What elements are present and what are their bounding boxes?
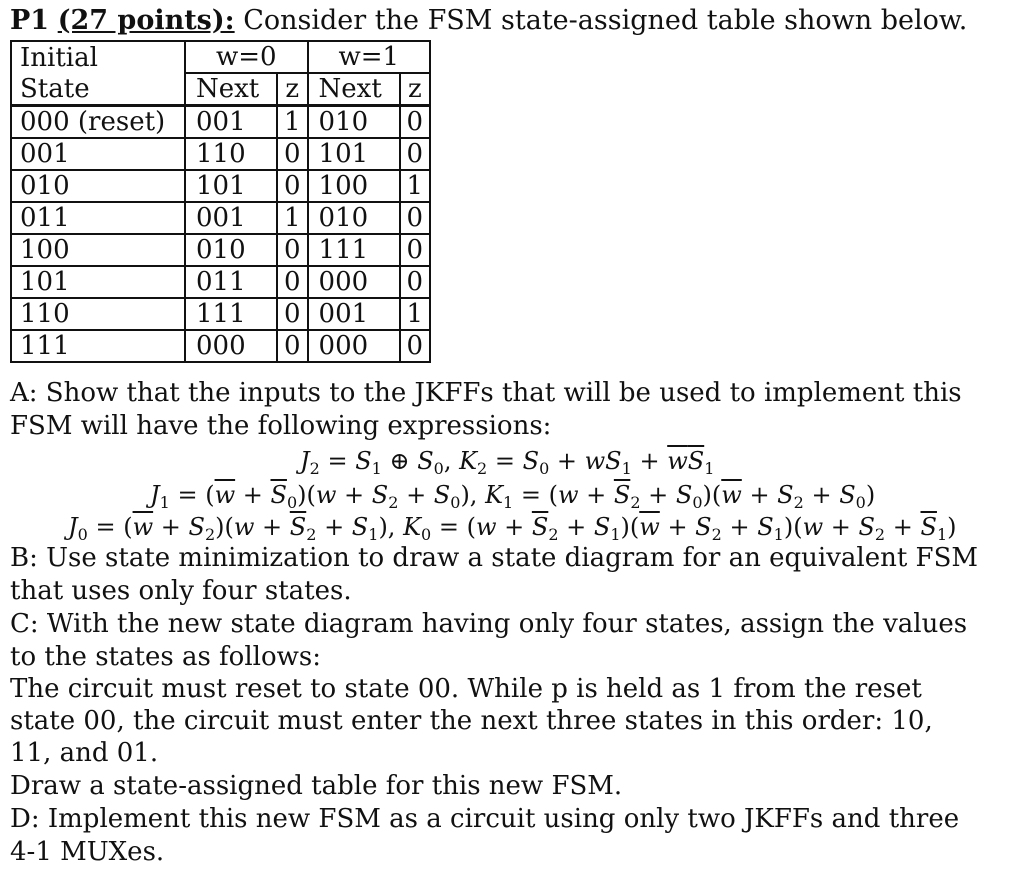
state-cell: 000 (reset)	[11, 106, 185, 139]
next-header-w0: Next	[185, 73, 277, 106]
state-cell: 010	[11, 170, 185, 202]
next-w1-cell: 010	[308, 202, 400, 234]
z-header-w1: z	[400, 73, 431, 106]
problem-points: (27 points):	[57, 5, 235, 36]
next-w1-cell: 000	[308, 330, 400, 362]
part-d-line-2: 4-1 MUXes.	[10, 837, 165, 867]
problem-heading	[10, 4, 967, 38]
table-row	[11, 266, 430, 298]
initial-state-header-2: State	[11, 73, 185, 106]
z-w1-cell: 1	[400, 170, 431, 202]
next-w1-cell: 001	[308, 298, 400, 330]
part-c-line-3: The circuit must reset to state 00. While p is held as 1 from the reset	[10, 674, 922, 704]
next-w0-cell: 111	[185, 298, 277, 330]
table-header-row-2	[11, 73, 430, 106]
equation-j2-k2: $J_2 = S_1$ ⊕ $S_0$, $K_2 = S_0 + wS_1 + \overline{w}\overline{S}_1$	[300, 447, 715, 478]
z-w1-cell: 0	[400, 234, 431, 266]
next-w0-cell: 101	[185, 170, 277, 202]
part-b-line-1: B: Use state minimization to draw a state diagram for an equivalent FSM	[10, 543, 979, 573]
z-header-w0: z	[277, 73, 308, 106]
table-header-row-1	[11, 41, 430, 73]
part-d-line-1: D: Implement this new FSM as a circuit using only two JKFFs and three	[10, 804, 960, 834]
next-header-w1: Next	[308, 73, 400, 106]
z-w1-cell: 0	[400, 266, 431, 298]
next-w0-cell: 001	[185, 202, 277, 234]
part-c-line-5: 11, and 01.	[10, 738, 159, 768]
state-cell: 110	[11, 298, 185, 330]
table-row	[11, 330, 430, 362]
z-w0-cell: 1	[277, 106, 308, 139]
w0-header: w=0	[185, 41, 308, 73]
table-row	[11, 298, 430, 330]
state-cell: 001	[11, 138, 185, 170]
part-c-line-6: Draw a state-assigned table for this new FSM.	[10, 771, 623, 801]
next-w1-cell: 010	[308, 106, 400, 139]
table-row	[11, 138, 430, 170]
next-w0-cell: 001	[185, 106, 277, 139]
part-a-line-1: A: Show that the inputs to the JKFFs that will be used to implement this	[10, 378, 962, 408]
equation-j1-k1: $J_1 = (\overline{w} + \overline{S}_0)(w + S_2 + S_0)$, $K_1 = (w + \overline{S}_2 + S_0)(\overline{w} + S_2 + S_0)$	[150, 481, 876, 512]
state-cell: 111	[11, 330, 185, 362]
z-w0-cell: 0	[277, 330, 308, 362]
problem-label: P1	[10, 5, 50, 36]
z-w1-cell: 0	[400, 138, 431, 170]
state-cell: 011	[11, 202, 185, 234]
next-w0-cell: 011	[185, 266, 277, 298]
table-row	[11, 202, 430, 234]
state-cell: 101	[11, 266, 185, 298]
initial-state-header: Initial	[11, 41, 185, 73]
next-w1-cell: 111	[308, 234, 400, 266]
table-row	[11, 234, 430, 266]
part-a-line-2: FSM will have the following expressions:	[10, 411, 552, 441]
next-w0-cell: 110	[185, 138, 277, 170]
part-c-line-2: to the states as follows:	[10, 642, 321, 672]
z-w1-cell: 1	[400, 298, 431, 330]
z-w1-cell: 0	[400, 202, 431, 234]
next-w1-cell: 000	[308, 266, 400, 298]
z-w1-cell: 0	[400, 330, 431, 362]
problem-intro: Consider the FSM state-assigned table shown below.	[243, 5, 968, 36]
z-w0-cell: 0	[277, 266, 308, 298]
equation-j0-k0: $J_0 = (\overline{w} + S_2)(w + \overline{S}_2 + S_1)$, $K_0 = (w + \overline{S}_2 + S_1)(\overline{w} + S_2 + S_1)(w + S_2 + \overline{S}_1)$	[68, 513, 957, 544]
part-b-line-2: that uses only four states.	[10, 576, 352, 606]
table-row	[11, 170, 430, 202]
z-w0-cell: 0	[277, 298, 308, 330]
z-w0-cell: 0	[277, 170, 308, 202]
next-w0-cell: 010	[185, 234, 277, 266]
state-cell: 100	[11, 234, 185, 266]
state-assigned-table	[10, 40, 431, 363]
z-w0-cell: 1	[277, 202, 308, 234]
w1-header: w=1	[308, 41, 431, 73]
next-w1-cell: 100	[308, 170, 400, 202]
part-c-line-1: C: With the new state diagram having only four states, assign the values	[10, 609, 968, 639]
z-w0-cell: 0	[277, 138, 308, 170]
next-w1-cell: 101	[308, 138, 400, 170]
part-c-line-4: state 00, the circuit must enter the next three states in this order: 10,	[10, 706, 933, 736]
table-row	[11, 106, 430, 139]
z-w0-cell: 0	[277, 234, 308, 266]
z-w1-cell: 0	[400, 106, 431, 139]
next-w0-cell: 000	[185, 330, 277, 362]
